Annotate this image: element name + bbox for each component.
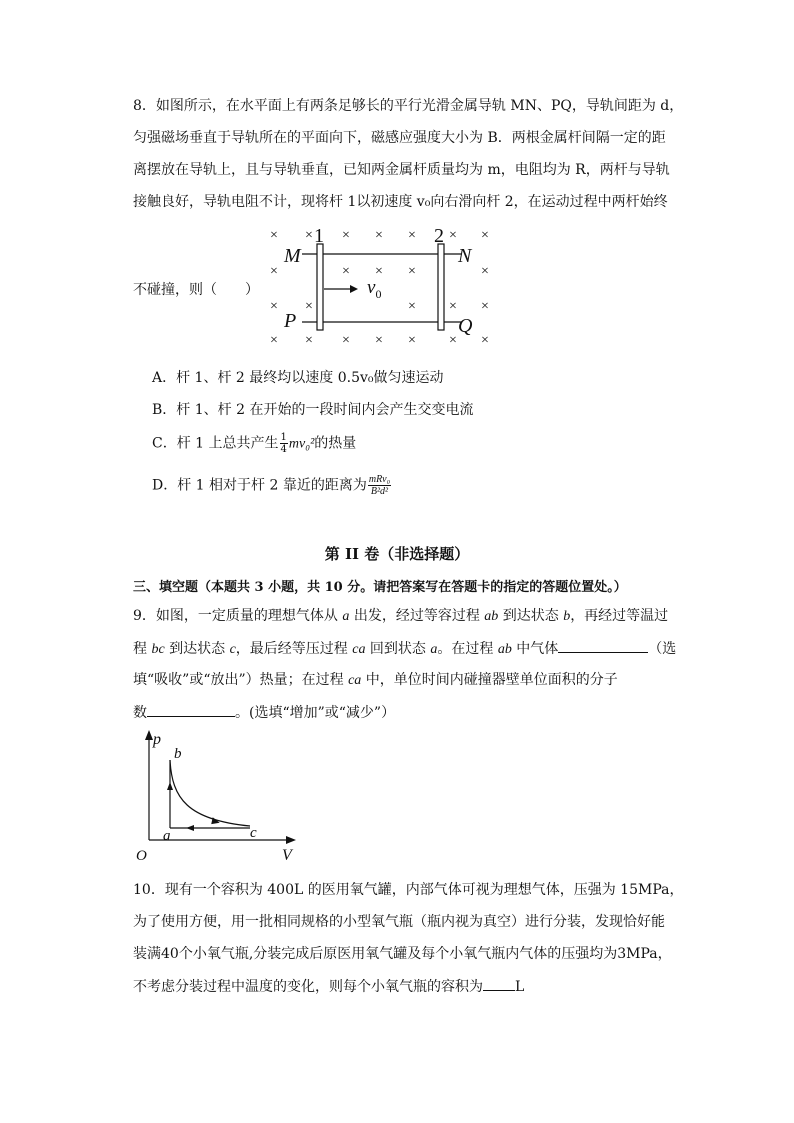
rod-1 [317,244,323,330]
field-mark: × [449,299,457,314]
point-label-c: c [250,825,257,841]
fraction-quarter [280,432,288,455]
option-C-expr: mv₀² [288,436,315,452]
velocity-label: $v_0$ [367,277,382,301]
option-D [152,474,392,497]
rail-diagram [262,222,502,352]
field-mark: × [305,228,313,243]
label-Q: Q [458,315,473,337]
field-mark: × [342,228,350,243]
rod-2-label: 2 [434,225,444,247]
p-axis-arrow [145,730,153,740]
field-mark: × [270,264,278,279]
field-mark: × [408,228,416,243]
arrow-head [350,285,358,293]
field-mark: × [375,228,383,243]
q8-line-2: 匀强磁场垂直于导轨所在的平面向下，磁感应强度大小为 B．两根金属杆间隔一定的距 [133,130,666,146]
section-three-title: 三、填空题（本题共 3 小题，共 10 分。请把答案写在答题卡的指定的答题位置处。） [133,580,627,595]
part-two-heading: 第 II 卷（非选择题） [324,545,470,563]
label-M: M [284,245,301,267]
field-mark: × [481,299,489,314]
field-mark: × [481,228,489,243]
field-mark: × [375,333,383,348]
q10-line-3: 装满40个小氧气瓶,分装完成后原医用氧气罐及每个小氧气瓶内气体的压强均为3MPa， [133,946,672,962]
field-mark: × [449,333,457,348]
arrow-ab [167,782,173,790]
field-mark: × [408,299,416,314]
field-mark: × [408,264,416,279]
q8-line-4: 接触良好，导轨电阻不计，现将杆 1以初速度 v₀向右滑向杆 2，在运动过程中两杆始终 [133,194,668,210]
field-mark: × [305,333,313,348]
fraction-distance [368,474,391,497]
arrow-bc [211,817,220,826]
option-C [152,432,356,455]
q9-line-4: 数 。(选填“增加”或“减少”） [133,702,395,723]
option-C-post: 的热量 [314,435,357,452]
field-mark: × [408,333,416,348]
origin-label: O [136,848,147,864]
q10-line-4: 不考虑分装过程中温度的变化，则每个小氧气瓶的容积为 L [133,976,524,997]
q8-line-3: 离摆放在导轨上，且与导轨垂直，已知两金属杆质量均为 m，电阻均为 R，两杆与导轨 [133,162,670,178]
arrow-ca [186,825,194,831]
field-mark: × [449,228,457,243]
field-mark: × [270,333,278,348]
field-mark: × [270,228,278,243]
point-label-b: b [174,746,182,762]
field-mark: × [481,333,489,348]
q8-tail: 不碰撞，则（ ） [133,282,259,298]
rod-2 [438,244,444,330]
field-mark: × [270,299,278,314]
option-A: A．杆 1、杆 2 最终均以速度 0.5v₀做匀速运动 [152,370,444,386]
axis-label-V: V [282,847,292,864]
v-axis-arrow [286,836,296,844]
rod-1-label: 1 [314,225,324,247]
q8-line-1: 8．如图所示，在水平面上有两条足够长的平行光滑金属导轨 MN、PQ，导轨间距为 d， [133,98,684,114]
point-label-a: a [163,828,171,844]
axis-label-p: p [153,731,161,748]
frac-den: B²d² [370,486,389,497]
field-mark: × [342,264,350,279]
frac-den: 4 [280,444,287,455]
q9-line-3: 填“吸收”或“放出”）热量；在过程 ca 中，单位时间内碰撞器壁单位面积的分子 [133,672,618,688]
q9-line-1: 9．如图，一定质量的理想气体从 a 出发，经过等容过程 ab 到达状态 b，再经过等温过 [133,608,669,624]
option-B: B．杆 1、杆 2 在开始的一段时间内会产生交变电流 [152,402,474,418]
label-P: P [284,310,297,332]
frac-num: 1 [280,432,287,443]
answer-blank-3[interactable] [483,976,515,991]
label-N: N [458,245,472,267]
field-mark: × [481,264,489,279]
process-bc [170,760,250,826]
field-mark: × [342,333,350,348]
q10-line-2: 为了使用方便，用一批相同规格的小型氧气瓶（瓶内视为真空）进行分装，发现恰好能 [133,914,665,930]
field-mark: × [375,264,383,279]
field-mark: × [305,299,313,314]
option-D-pre: D．杆 1 相对于杆 2 靠近的距离为 [152,477,367,494]
answer-blank-2[interactable] [147,702,235,717]
frac-num: mRv₀ [368,474,391,485]
option-C-pre: C．杆 1 上总共产生 [152,435,279,452]
q9-line-2: 程 bc 到达状态 c，最后经等压过程 ca 回到状态 a。在过程 ab 中气体 （选 [133,638,676,660]
q10-line-1: 10．现有一个容积为 400L 的医用氧气罐，内部气体可视为理想气体，压强为 15MPa， [133,882,684,898]
pv-graph [132,728,302,868]
answer-blank-1[interactable] [558,638,648,653]
